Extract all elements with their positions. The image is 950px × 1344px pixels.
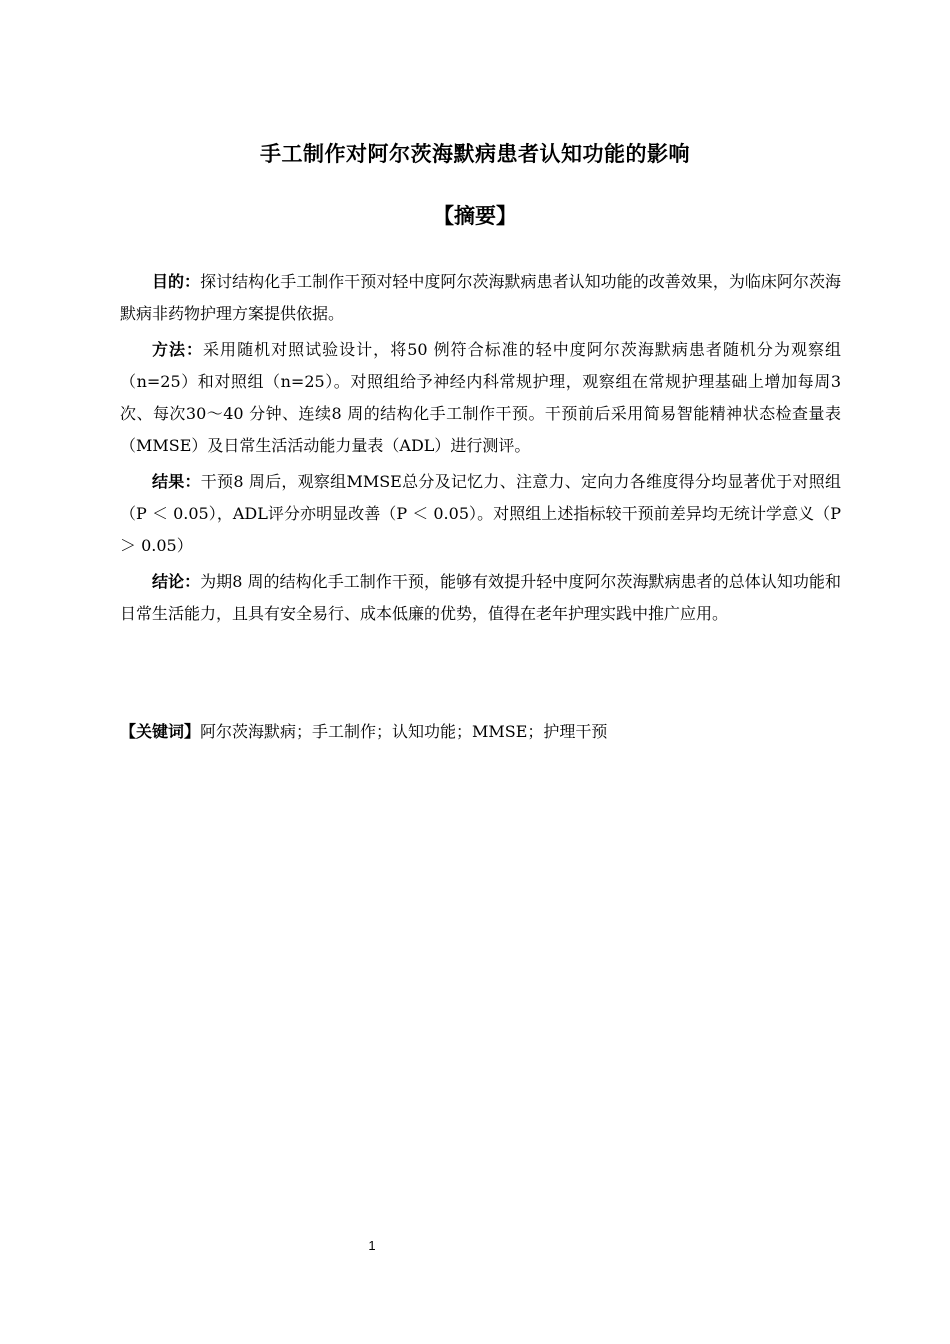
abstract-conclusion: [120, 566, 841, 630]
conclusion-text: 为期8 周的结构化手工制作干预，能够有效提升轻中度阿尔茨海默病患者的总体认知功能和日常生活能力，且具有安全易行、成本低廉的优势，值得在老年护理实践中推广应用。: [120, 572, 841, 623]
abstract-heading: 【摘要】: [433, 204, 517, 228]
objective-label: 目的：: [152, 272, 201, 291]
abstract-objective: [120, 266, 841, 330]
abstract-results: [120, 466, 841, 562]
abstract-methods: [120, 334, 841, 462]
methods-text: 采用随机对照试验设计，将50 例符合标准的轻中度阿尔茨海默病患者随机分为观察组（n=25）和对照组（n=25）。对照组给予神经内科常规护理，观察组在常规护理基础上增加每周3 次、每次30～40 分钟、连续8 周的结构化手工制作干预。干预前后采用简易智能精神状态检查量表（MMSE）及日常生活活动能力量表（ADL）进行测评。: [120, 340, 841, 455]
abstract-body: [120, 266, 841, 634]
results-text: 干预8 周后，观察组MMSE总分及记忆力、注意力、定向力各维度得分均显著优于对照组（P ＜ 0.05），ADL评分亦明显改善（P ＜ 0.05）。对照组上述指标较干预前差异均无统计学意义（P ＞ 0.05）: [120, 472, 841, 555]
keywords-text: 阿尔茨海默病；手工制作；认知功能；MMSE；护理干预: [200, 722, 608, 741]
page-number: 1: [368, 1238, 376, 1253]
conclusion-label: 结论：: [152, 572, 201, 591]
keywords-line: [120, 716, 841, 748]
keywords-label: 【关键词】: [120, 722, 201, 741]
objective-text: 探讨结构化手工制作干预对轻中度阿尔茨海默病患者认知功能的改善效果，为临床阿尔茨海默病非药物护理方案提供依据。: [120, 272, 841, 323]
methods-label: 方法：: [152, 340, 204, 359]
results-label: 结果：: [152, 472, 201, 491]
document-title: 手工制作对阿尔茨海默病患者认知功能的影响: [260, 142, 690, 166]
